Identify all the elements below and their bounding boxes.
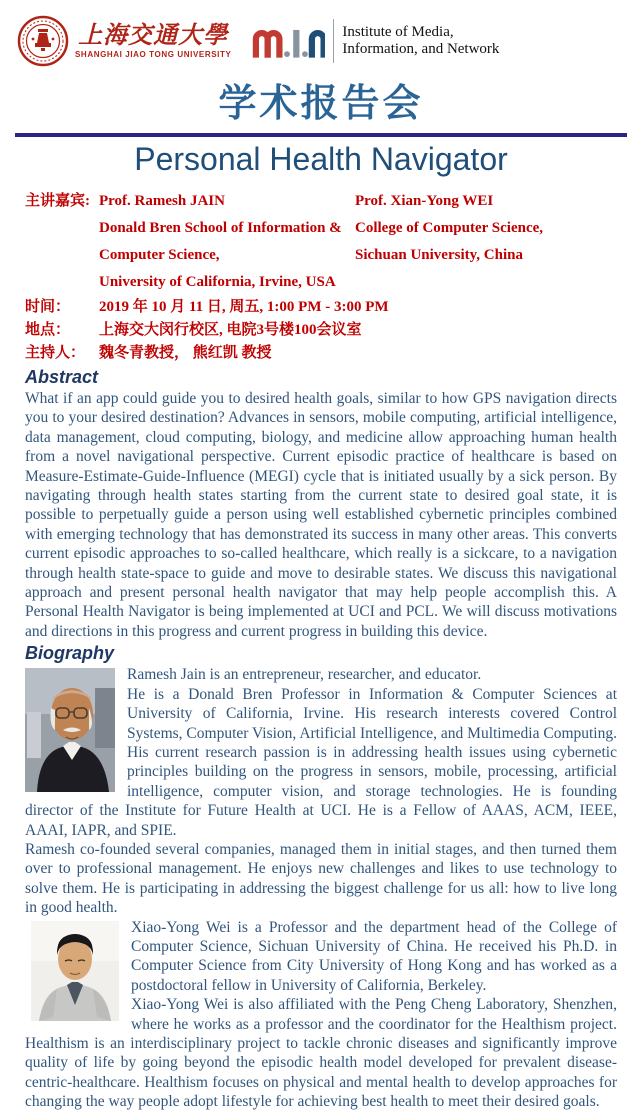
time-row: [25, 296, 617, 319]
speaker2-affiliation-line1: College of Computer Science,: [355, 220, 544, 236]
sjtu-calligraphy-text: 上海交通大學: [78, 22, 229, 49]
speaker-xianyong-wei: [355, 188, 617, 296]
speaker1-affiliation-line2: Computer Science,: [99, 247, 220, 263]
host-label: 主持人：: [25, 345, 86, 361]
header: [17, 14, 617, 68]
biography-heading: Biography: [25, 643, 115, 664]
logo-divider: [333, 19, 334, 63]
speakers-label: 主讲嘉宾:: [25, 193, 90, 209]
host-row: [25, 342, 617, 365]
time-value: 2019 年 10 月 11 日, 周五, 1:00 PM - 3:00 PM: [99, 299, 389, 315]
biography-ramesh-jain: [25, 665, 617, 917]
speakers-block: [25, 188, 617, 296]
speaker-ramesh-jain: [99, 188, 355, 296]
abstract-text: What if an app could guide you to desired health goals, similar to how GPS navigation directs you to your desired destination? Advances in sensors, mobile computing, artificial intelligence, data management, cloud computing, biology, and medicine allow approaching human health from a novel navigational perspective. Current episodic practice of healthcare is based on Measure-Estimate-Guide-Influence (MEGI) cycle that is initiated usually by a sick person. By navigating through health states starting from the current state to desired goal state, it is possible to perpetually guide a person using well established cybernetic principles combined with emerging technology that has demonstrated its success in many other areas. This converts current episodic approaches to so-called healthcare, which really is a sickcare, to a navigation through health state-space to guide and move to desirable states. We discuss this navigational approach and present personal health navigator that may help people accomplish this. A Personal Health Navigator is being implemented at UCI and PCL. We will discuss motivations and directions in this progress and current progress in building this device.: [25, 390, 617, 640]
min-institute-line1: Institute of Media,: [342, 23, 454, 40]
speaker1-affiliation-line3: University of California, Irvine, USA: [99, 274, 336, 290]
bio-ramesh-para2: Ramesh co-founded several companies, managed them in initial stages, and then turned them over to professional management. He enjoys new challenges and likes to use technology to solve them. He is participating in addressing the biggest challenge for us all: how to live long in good health.: [25, 840, 617, 917]
location-row: [25, 319, 617, 342]
location-label: 地点：: [25, 322, 71, 338]
speaker2-name: Prof. Xian-Yong WEI: [355, 193, 494, 209]
bio-wei-para1: Xiao-Yong Wei is a Professor and the department head of the College of Computer Science, Sichuan University of China. He received his Ph.D. in Computer Science from City University of Hong Kong and has worked as a postdoctoral fellow in University of California, Berkeley.: [131, 918, 617, 994]
time-label: 时间：: [25, 299, 71, 315]
biography-xiaoyong-wei: [25, 918, 617, 1112]
min-institute-name: [342, 24, 499, 59]
sjtu-wordmark: [75, 24, 231, 59]
host-value: 魏冬青教授， 熊红凯 教授: [99, 345, 272, 361]
speaker2-affiliation-line2: Sichuan University, China: [355, 247, 523, 263]
event-title: 学术报告会: [218, 83, 424, 125]
min-institute-logo: [249, 18, 499, 64]
min-logo-mark-icon: [249, 18, 325, 64]
talk-title: Personal Health Navigator: [134, 141, 508, 177]
speaker1-name: Prof. Ramesh JAIN: [99, 193, 225, 209]
bio-wei-para2: Xiao-Yong Wei is also affiliated with the Peng Cheng Laboratory, Shenzhen, where he works as a professor and the coordinator for the Healthism project. Healthism is an interdisciplinary project to tackle chronic diseases and significantly improve quality of life by going beyond the episodic health model developed for prevalent disease-centric-healthcare. Healthism focuses on physical and mental health to develop approaches for changing the way people adopt lifestyle for achieving best health to meet their desired goals.: [25, 996, 617, 1111]
xiao-yong-wei-photo: [31, 921, 119, 1021]
abstract-heading: Abstract: [25, 367, 99, 387]
bio-ramesh-line1: Ramesh Jain is an entrepreneur, researcher, and educator.: [127, 666, 482, 684]
ramesh-jain-photo: [25, 668, 115, 792]
bio-ramesh-para1: He is a Donald Bren Professor in Information & Computer Sciences at University of California, Irvine. His research interests covered Control Systems, Computer Vision, Artificial Intelligence, and Multimedia Computing. His current research passion is in addressing health issues using cybernetic principles building on the progress in sensors, mobile, processing, artificial intelligence, computer vision, and storage technologies. He is founding director of the Institute for Future Health at UCI. He is a Fellow of AAAS, ACM, IEEE, AAAI, IAPR, and SPIE.: [25, 685, 617, 839]
speaker1-affiliation-line1: Donald Bren School of Information &: [99, 220, 342, 236]
sjtu-university-name: SHANGHAI JIAO TONG UNIVERSITY: [75, 49, 232, 59]
sjtu-emblem-icon: [17, 15, 69, 67]
divider-rule: [15, 133, 627, 137]
location-value: 上海交大闵行校区, 电院3号楼100会议室: [99, 322, 362, 338]
sjtu-logo: [17, 15, 231, 67]
min-institute-line2: Information, and Network: [342, 41, 500, 57]
